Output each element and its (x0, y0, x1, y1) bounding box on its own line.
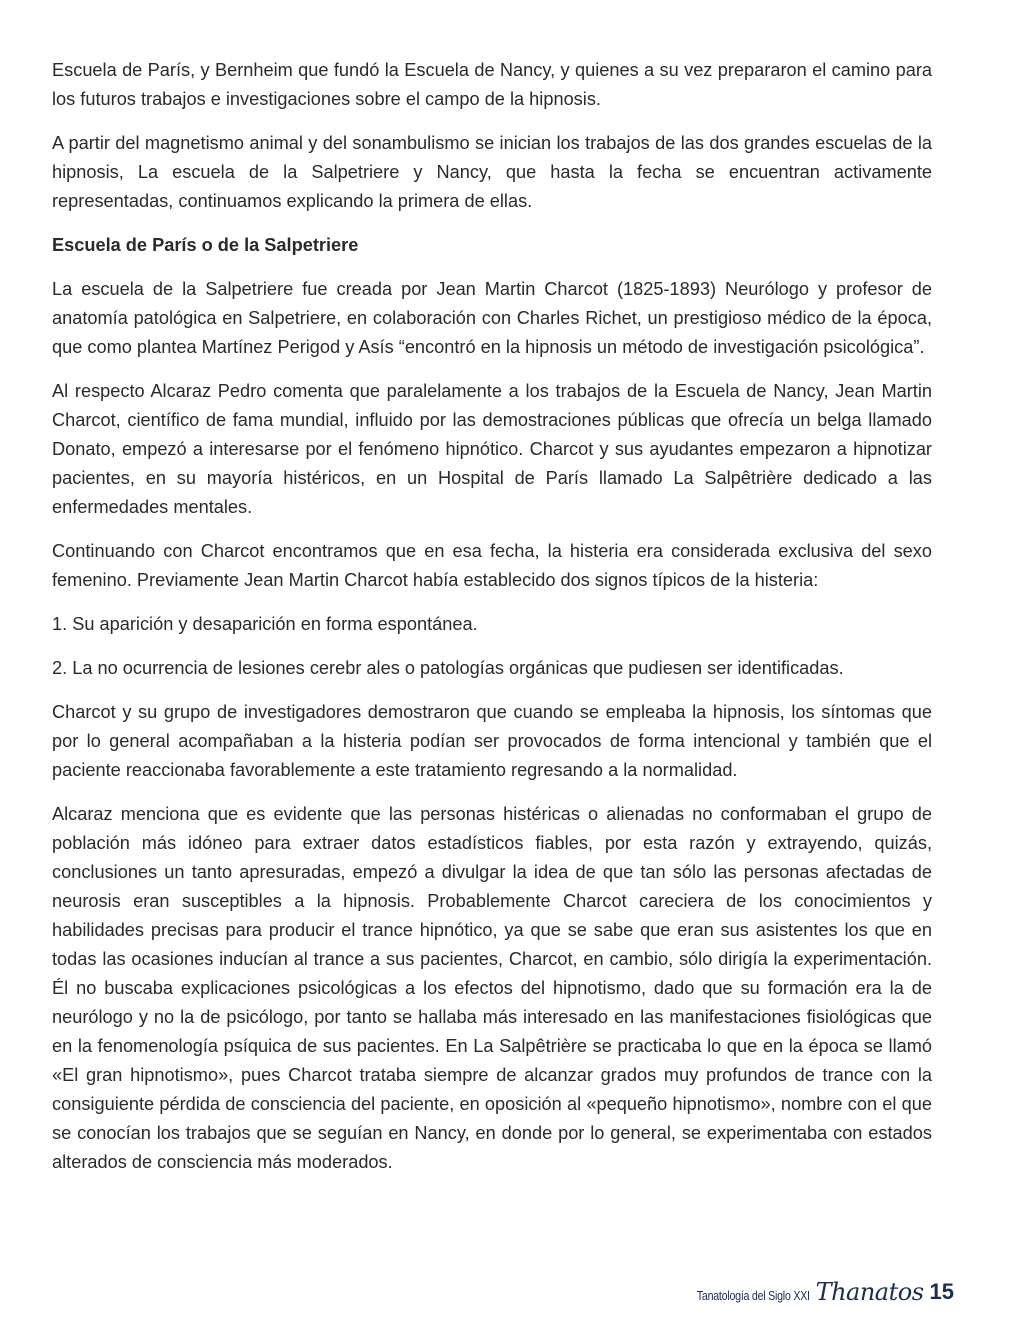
paragraph-hysteria: Continuando con Charcot encontramos que en esa fecha, la histeria era considerada exclusiva del sexo femenino. Previamente Jean Martin Charcot había establecido dos signos típicos de la histeria: (52, 541, 932, 590)
page-number: 15 (929, 1279, 954, 1304)
section-heading: Escuela de París o de la Salpetriere (52, 235, 359, 255)
paragraph-schools: A partir del magnetismo animal y del sonambulismo se inician los trabajos de las dos grandes escuelas de la hipnosis, La escuela de la Salpetriere y Nancy, que hasta la fecha se encuentran activamente representadas, continuamos explicando la primera de ellas. (52, 133, 932, 211)
paragraph-investigators: Charcot y su grupo de investigadores demostraron que cuando se empleaba la hipnosis, los síntomas que por lo general acompañaban a la histeria podían ser provocados de forma intencional y también que el paciente reaccionaba favorablemente a este tratamiento regresando a la normalidad. (52, 702, 932, 780)
paragraph-intro: Escuela de París, y Bernheim que fundó la Escuela de Nancy, y quienes a su vez prepararon el camino para los futuros trabajos e investigaciones sobre el campo de la hipnosis. (52, 60, 932, 109)
list-item-sign-1: 1. Su aparición y desaparición en forma espontánea. (52, 614, 478, 634)
paragraph-charcot-founding: La escuela de la Salpetriere fue creada por Jean Martin Charcot (1825-1893) Neurólogo y profesor de anatomía patológica en Salpetriere, en colaboración con Charles Richet, un prestigioso médico de la época, que como plantea Martínez Perigod y Asís “encontró en la hipnosis un método de investigación psicológica”. (52, 279, 932, 357)
page-footer (672, 1272, 954, 1306)
footer-series-title: Tanatología del Siglo XXI (696, 1288, 810, 1303)
page-body (52, 56, 932, 1192)
list-item-sign-2: 2. La no ocurrencia de lesiones cerebr ales o patologías orgánicas que pudiesen ser identificadas. (52, 658, 844, 678)
footer-brand-logo: Thanatos (815, 1278, 924, 1306)
paragraph-alcaraz-neurosis: Alcaraz menciona que es evidente que las personas histéricas o alienadas no conformaban el grupo de población más idóneo para extraer datos estadísticos fiables, por esta razón y extrayendo, quizás, conclusiones un tanto apresuradas, empezó a divulgar la idea de que tan sólo las personas afectadas de neurosis eran susceptibles a la hipnosis. Probablemente Charcot careciera de los conocimientos y habilidades precisas para producir el trance hipnótico, ya que se sabe que eran sus asistentes los que en todas las ocasiones inducían al trance a sus pacientes, Charcot, en cambio, sólo dirigía la experimentación. Él no buscaba explicaciones psicológicas a los efectos del hipnotismo, dado que su formación era la de neurólogo y no la de psicólogo, por tanto se hallaba más interesado en las manifestaciones fisiológicas que en la fenomenología psíquica de sus pacientes. En La Salpêtrière se practicaba lo que en la época se llamó «El gran hipnotismo», pues Charcot trataba siempre de alcanzar grados muy profundos de trance con la consiguiente pérdida de consciencia del paciente, en oposición al «pequeño hipnotismo», nombre con el que se conocían los trabajos que se seguían en Nancy, en donde por lo general, se experimentaba con estados alterados de consciencia más moderados. (52, 804, 932, 1172)
paragraph-alcaraz-comment: Al respecto Alcaraz Pedro comenta que paralelamente a los trabajos de la Escuela de Nancy, Jean Martin Charcot, científico de fama mundial, influido por las demostraciones públicas que ofrecía un belga llamado Donato, empezó a interesarse por el fenómeno hipnótico. Charcot y sus ayudantes empezaron a hipnotizar pacientes, en su mayoría histéricos, en un Hospital de París llamado La Salpêtrière dedicado a las enfermedades mentales. (52, 381, 932, 517)
